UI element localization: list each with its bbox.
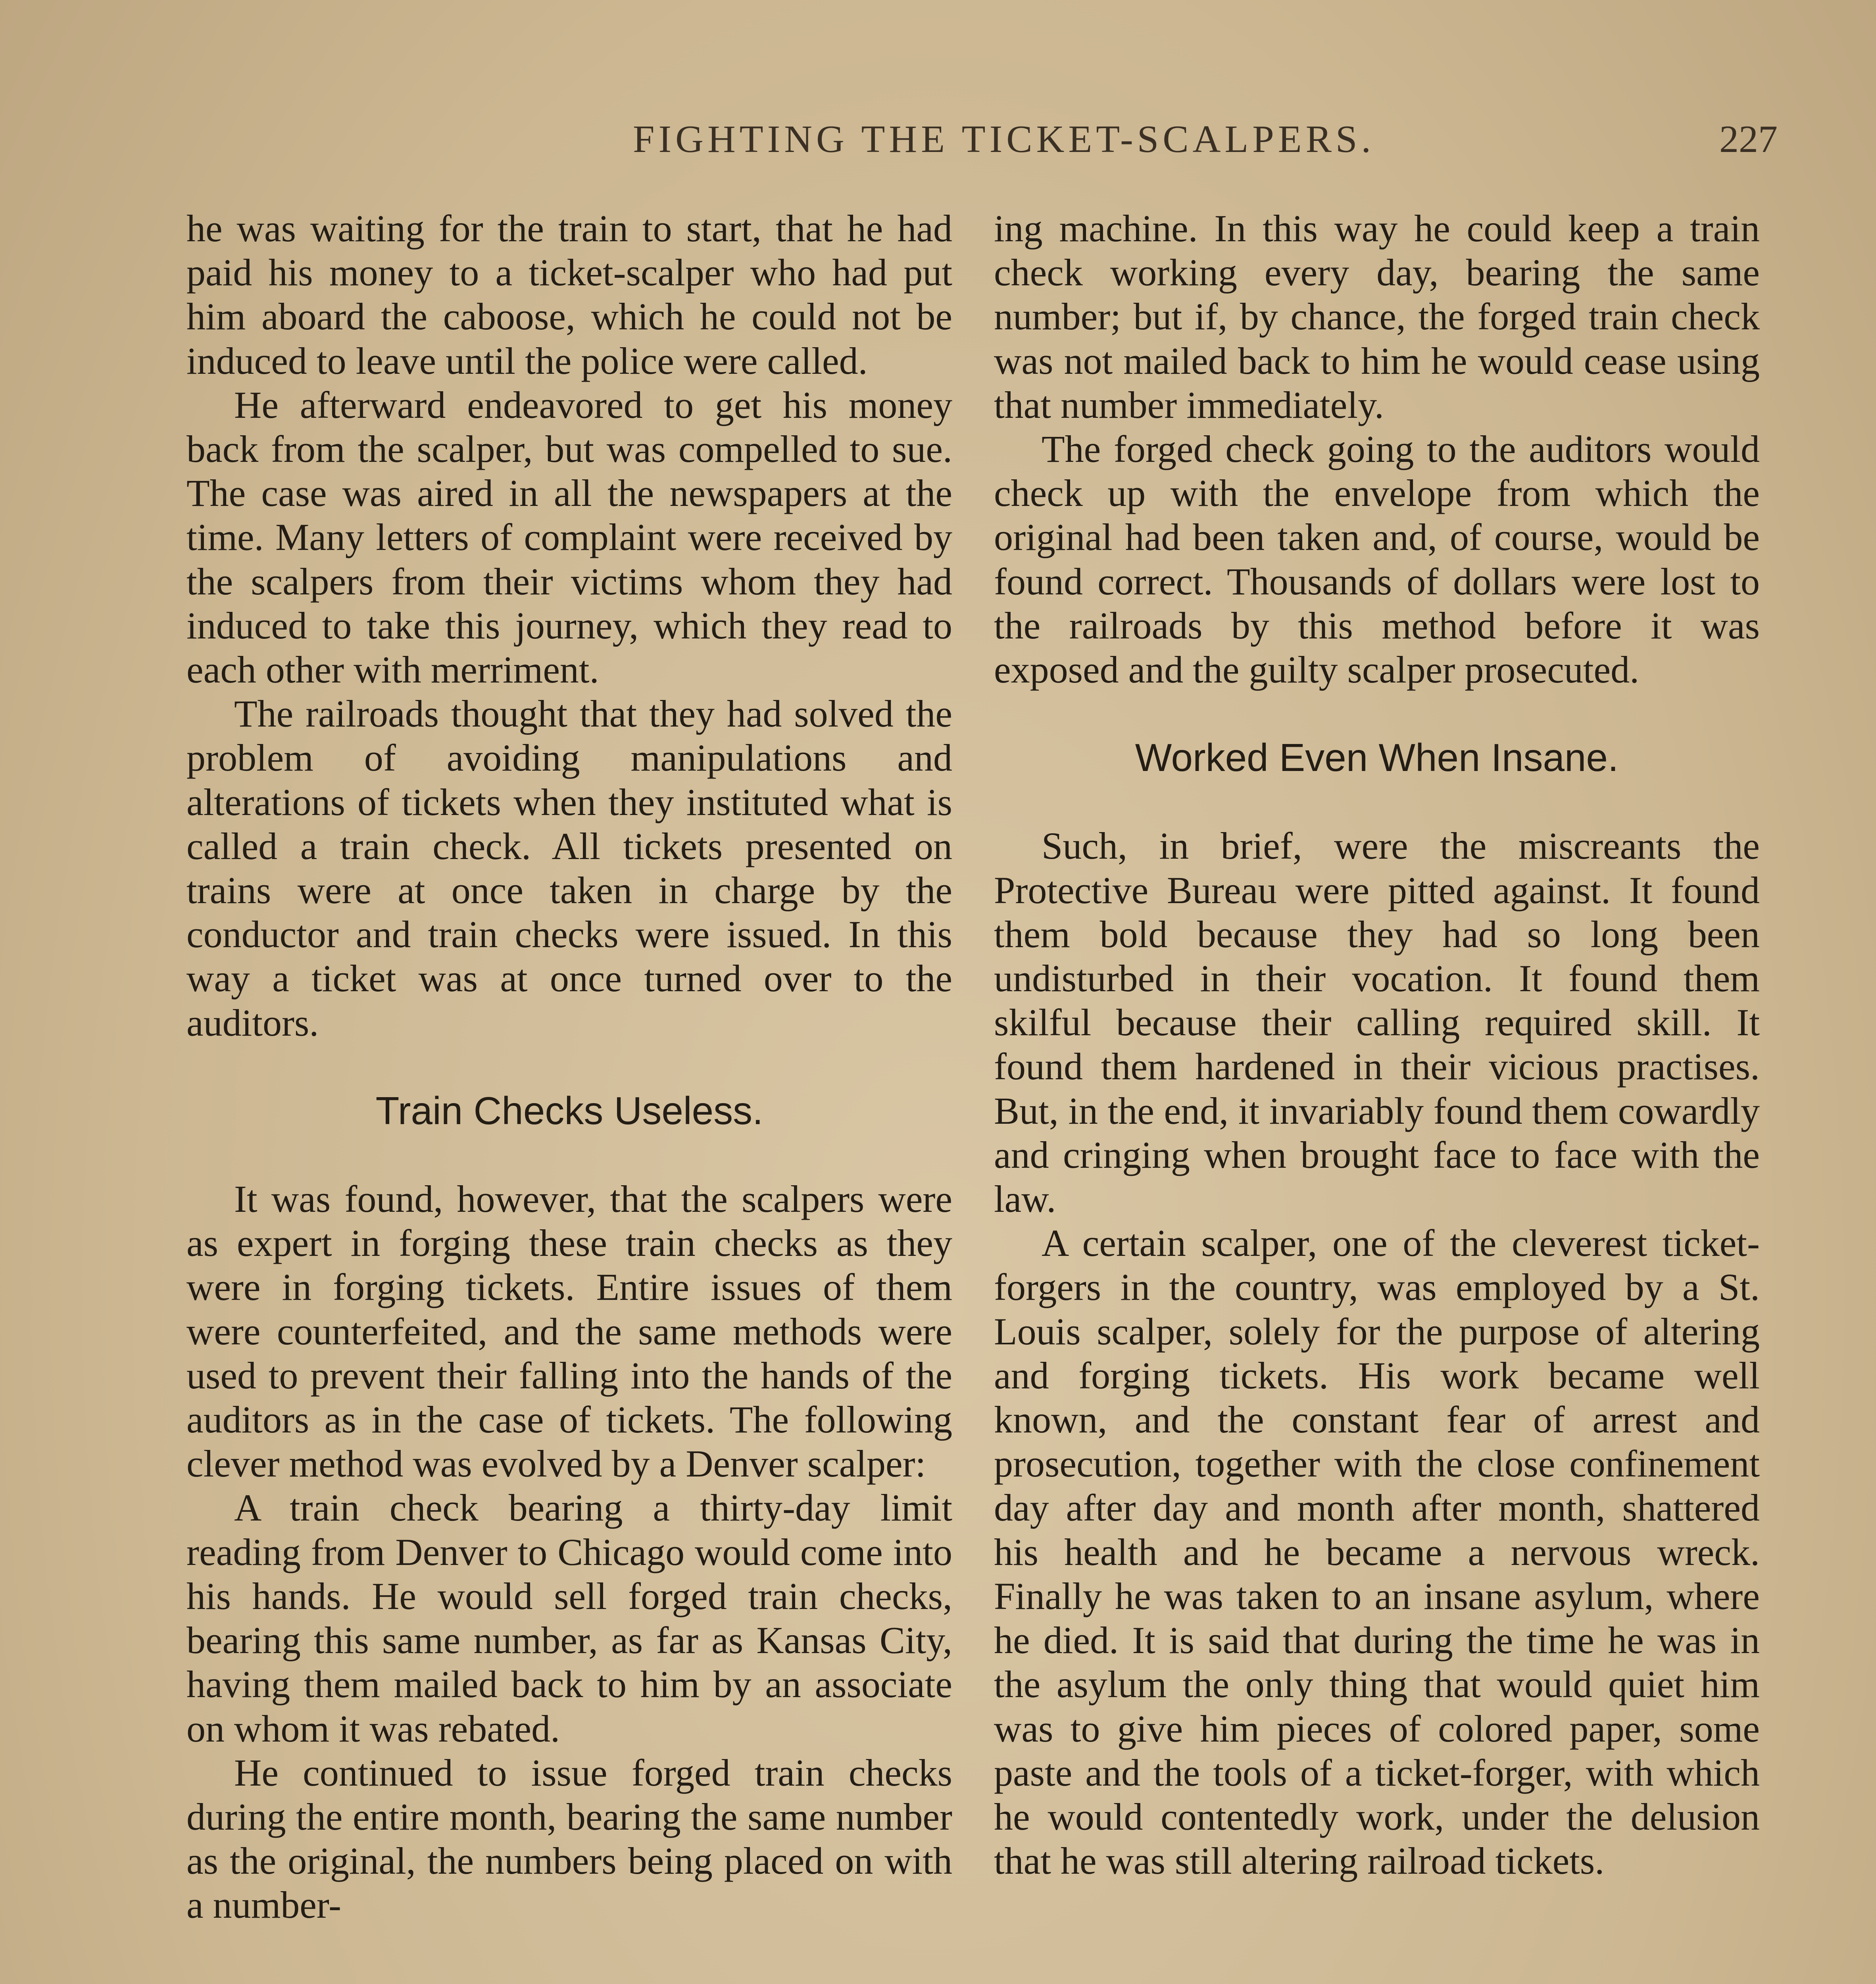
paragraph: Such, in brief, were the miscreants the Protective Bureau were pitted against. It found them bold because they had so long been undisturbed in their vocation. It found them skilful because their calling required skill. It found them hardened in their vicious practises. But, in the end, it invariably found them cowardly and cringing when brought face to face with the law. — [994, 825, 1760, 1221]
paragraph: A train check bearing a thirty-day limit reading from Denver to Chicago would come into his hands. He would sell forged train checks, bearing this same number, as far as Kansas City, having them mailed back to him by an associate on whom it was rebated. — [186, 1486, 952, 1750]
section-heading: Train Checks Useless. — [375, 1088, 763, 1132]
paragraph: He afterward endeavored to get his money back from the scalper, but was compelled to sue. The case was aired in all the newspapers at the time. Many letters of complaint were received by the scalpers from their victims whom they had induced to take this journey, which they read to each other with merriment. — [186, 383, 952, 691]
right-column — [994, 206, 1760, 1883]
paragraph: It was found, however, that the scalpers were as expert in forging these train checks as they were in forging tickets. Entire issues of them were counterfeited, and the same methods were used to prevent their falling into the hands of the auditors as in the case of tickets. The following clever method was evolved by a Denver scalper: — [186, 1178, 952, 1485]
paragraph: A certain scalper, one of the cleverest ticket-forgers in the country, was employed by a St. Louis scalper, solely for the purpose of altering and forging tickets. His work became well known, and the constant fear of arrest and prosecution, together with the close confinement day after day and month after month, shattered his health and he became a nervous wreck. Finally he was taken to an insane asylum, where he died. It is said that during the time he was in the asylum the only thing that would quiet him was to give him pieces of colored paper, some paste and the tools of a ticket-forger, with which he would contentedly work, under the delusion that he was still altering railroad tickets. — [994, 1222, 1760, 1882]
section-heading: Worked Even When Insane. — [1135, 736, 1619, 780]
left-column — [186, 206, 952, 1927]
paragraph: he was waiting for the train to start, that he had paid his money to a ticket-scalper who had put him aboard the caboose, which he could not be induced to leave until the police were called. — [186, 207, 952, 382]
paragraph: The railroads thought that they had solved the problem of avoiding manipulations and alterations of tickets when they instituted what is called a train check. All tickets presented on trains were at once taken in charge by the conductor and train checks were issued. In this way a ticket was at once turned over to the auditors. — [186, 692, 952, 1044]
paragraph: He continued to issue forged train checks during the entire month, bearing the same number as the original, the numbers being placed on with a number- — [186, 1751, 952, 1926]
paragraph: The forged check going to the auditors would check up with the envelope from which the original had been taken and, of course, would be found correct. Thousands of dollars were lost to the railroads by this method before it was exposed and the guilty scalper prosecuted. — [994, 428, 1760, 691]
paragraph: ing machine. In this way he could keep a train check working every day, bearing the same number; but if, by chance, the forged train check was not mailed back to him he would cease using that number immediately. — [994, 207, 1760, 426]
running-title: FIGHTING THE TICKET-SCALPERS. — [633, 118, 1375, 161]
page-number: 227 — [1719, 118, 1778, 161]
